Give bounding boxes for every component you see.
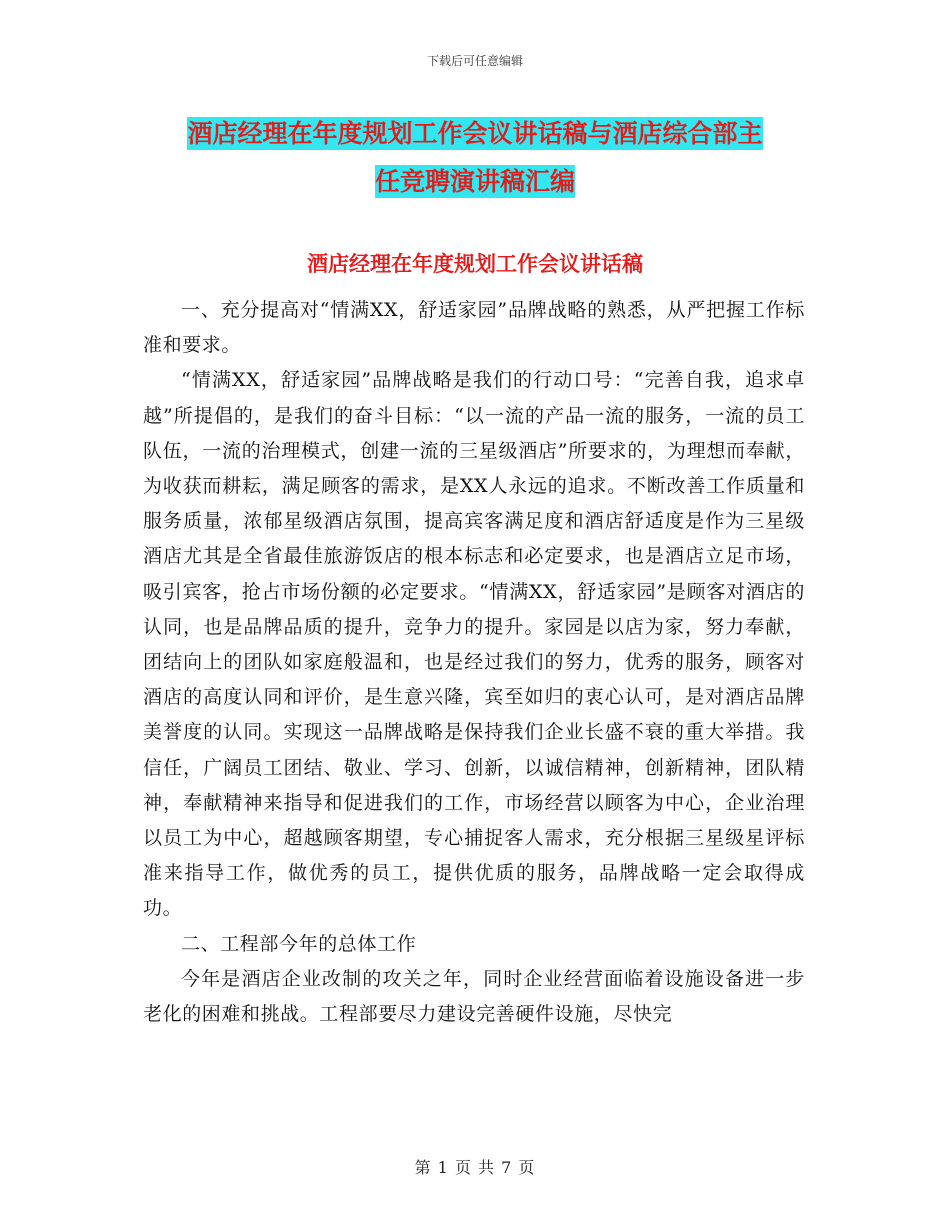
- body-text: [143, 293, 805, 1032]
- page-number: 第 1 页 共 7 页: [414, 1158, 536, 1177]
- header-note: 下载后可任意编辑: [426, 54, 523, 68]
- document-title: [0, 110, 950, 206]
- title-line-2: 任竞聘演讲稿汇编: [374, 167, 575, 196]
- title-line-1: 酒店经理在年度规划工作会议讲话稿与酒店综合部主: [187, 119, 763, 148]
- paragraph: 一、充分提高对“情满XX，舒适家园”品牌战略的熟悉，从严把握工作标准和要求。: [143, 299, 805, 357]
- paragraph: “情满XX，舒适家园”品牌战略是我们的行动口号：“完善自我，追求卓越”所提倡的，是我们的奋斗目标：“以一流的产品一流的服务，一流的员工队伍，一流的治理模式，创建一流的三星级酒店”所要求的，为理想而奉献，为收获而耕耘，满足顾客的需求，是XX人永远的追求。不断改善工作质量和服务质量，浓郁星级酒店氛围，提高宾客满足度和酒店舒适度是作为三星级酒店尤其是全省最佳旅游饭店的根本标志和必定要求，也是酒店立足市场，吸引宾客，抢占市场份额的必定要求。“情满XX，舒适家园”是顾客对酒店的认同，也是品牌品质的提升，竞争力的提升。家园是以店为家，努力奉献，团结向上的团队如家庭般温和，也是经过我们的努力，优秀的服务，顾客对酒店的高度认同和评价，是生意兴隆，宾至如归的衷心认可，是对酒店品牌美誉度的认同。实现这一品牌战略是保持我们企业长盛不衰的重大举措。我信任，广阔员工团结、敬业、学习、创新，以诚信精神，创新精神，团队精神，奉献精神来指导和促进我们的工作，市场经营以顾客为中心，企业治理以员工为中心，超越顾客期望，专心捕捉客人需求，充分根据三星级星评标准来指导工作，做优秀的员工，提供优质的服务，品牌战略一定会取得成功。: [143, 369, 805, 920]
- paragraph: 二、工程部今年的总体工作: [181, 932, 417, 955]
- section-title: 酒店经理在年度规划工作会议讲话稿: [307, 251, 643, 276]
- paragraph: 今年是酒店企业改制的攻关之年，同时企业经营面临着设施设备进一步老化的困难和挑战。工程部要尽力建设完善硬件设施，尽快完: [143, 967, 805, 1026]
